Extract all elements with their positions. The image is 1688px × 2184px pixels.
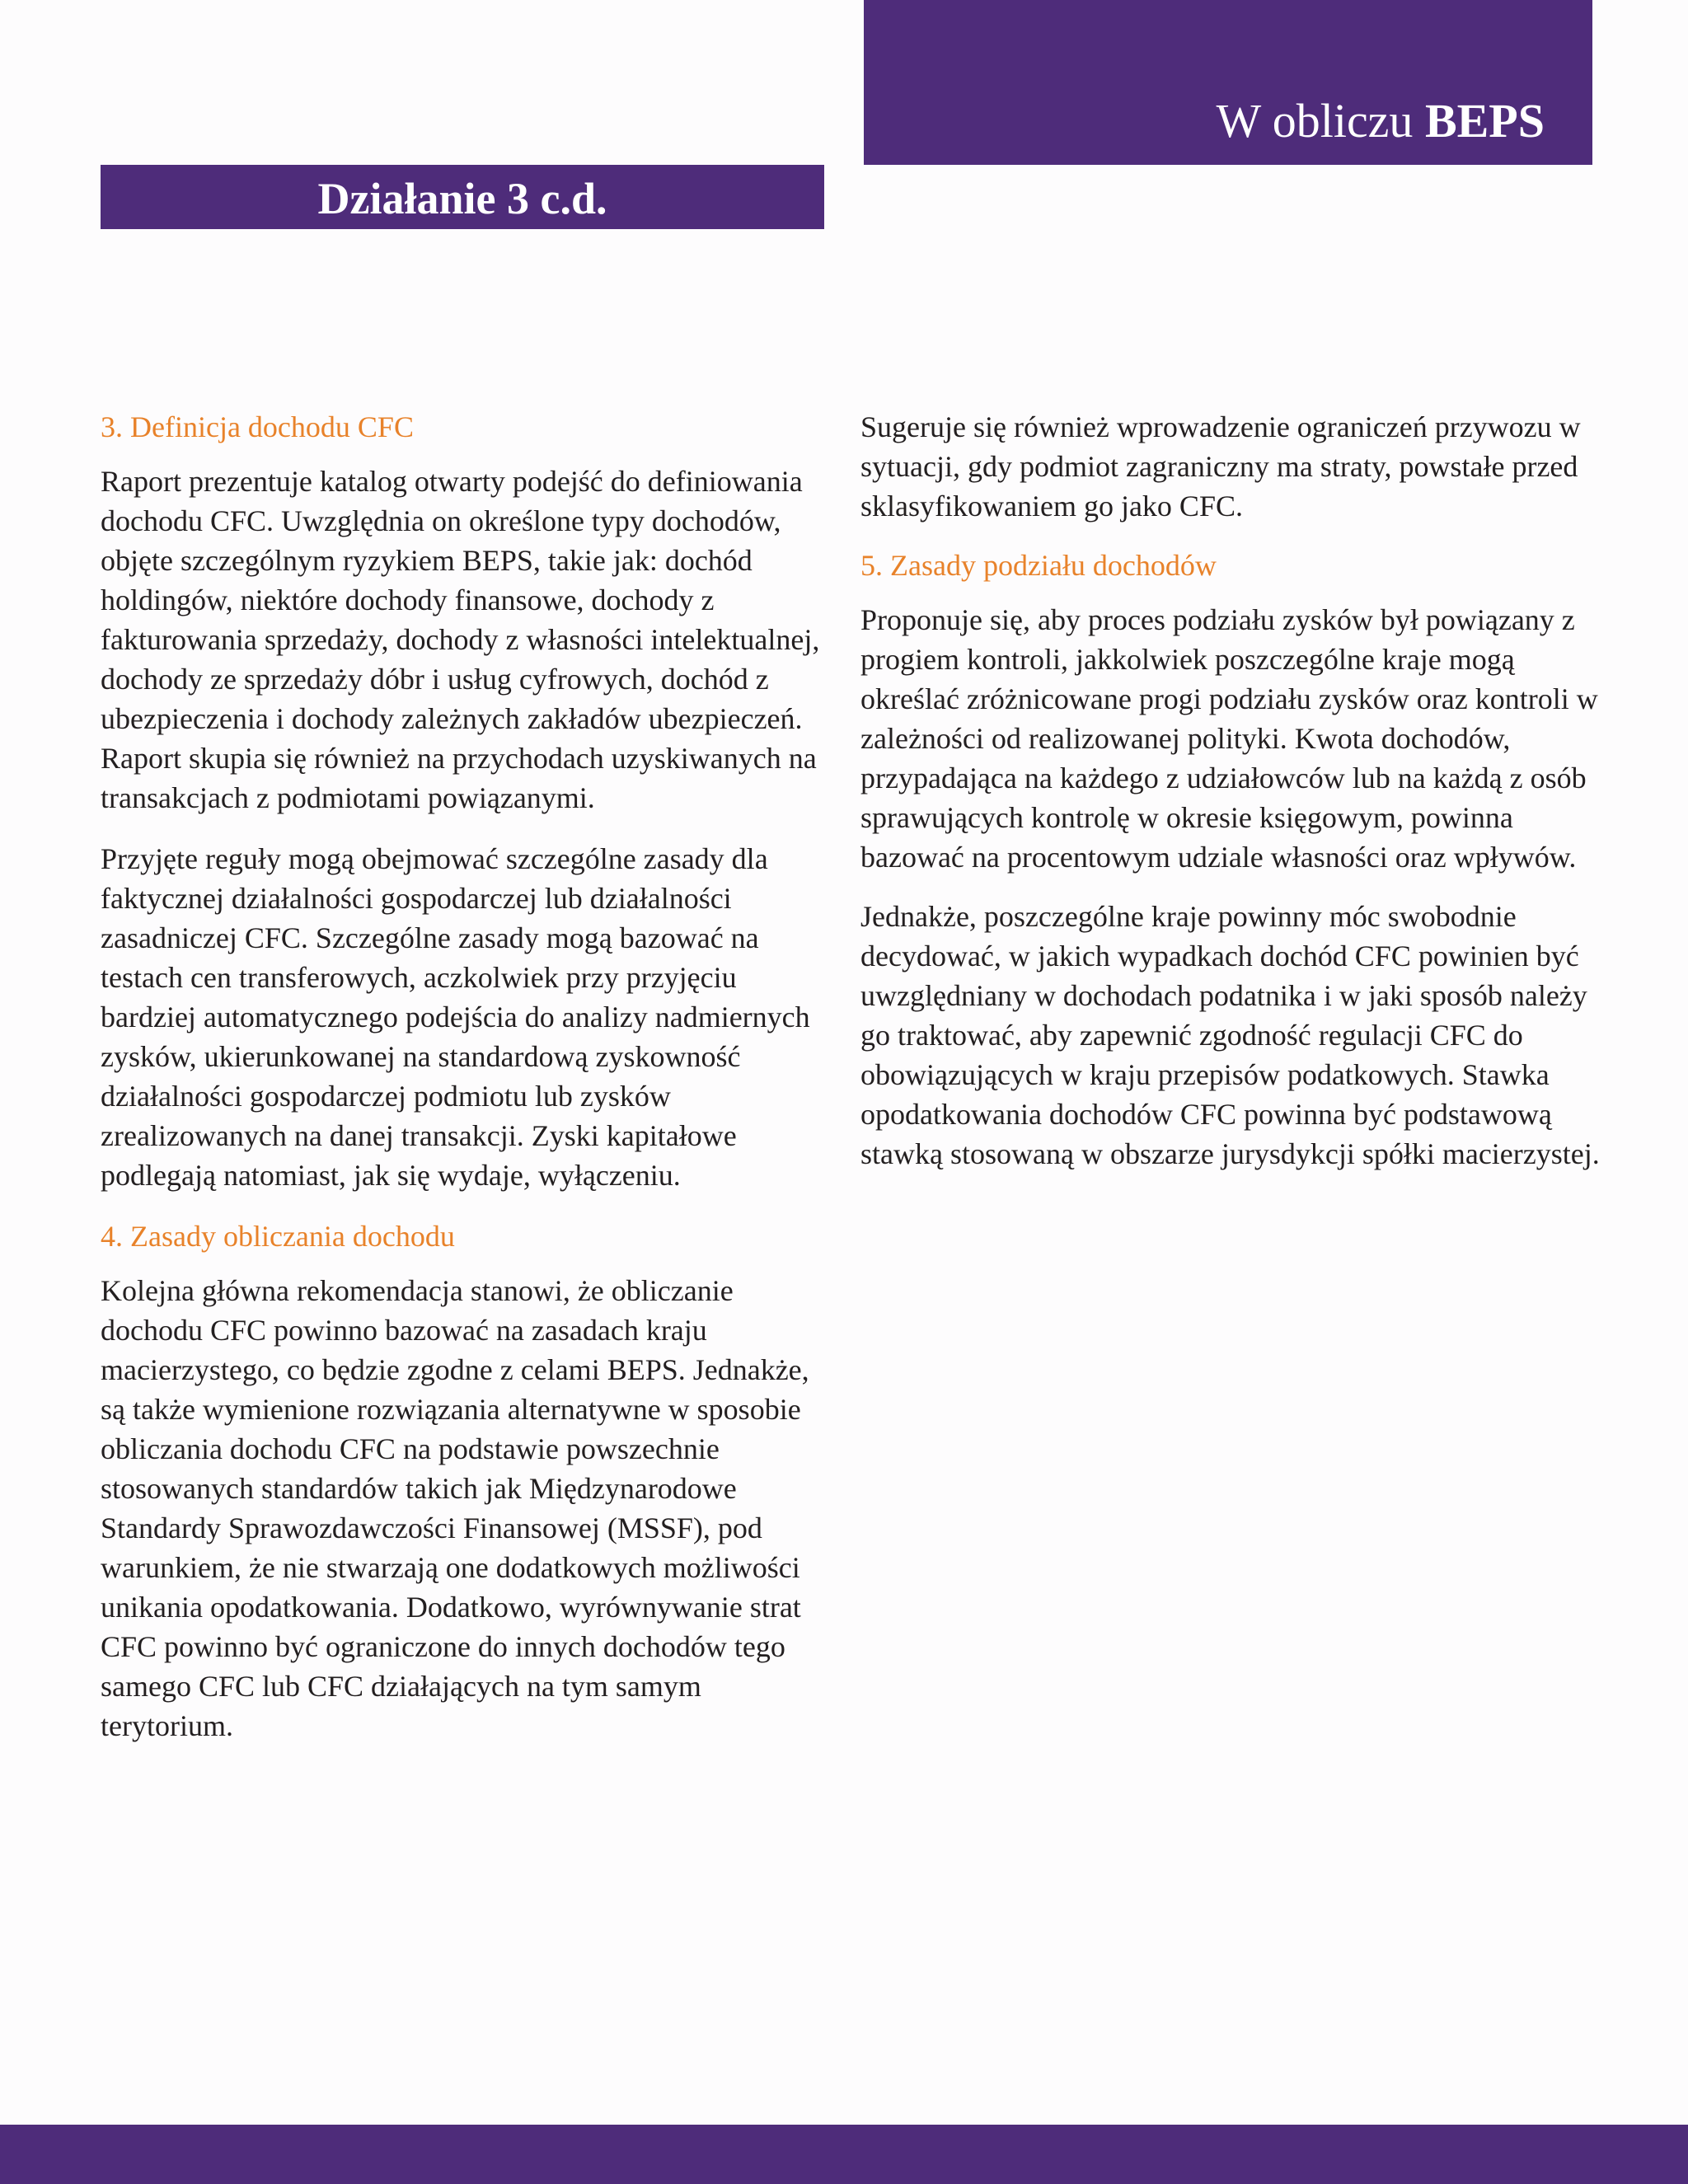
heading-income-calculation: 4. Zasady obliczania dochodu: [101, 1220, 455, 1253]
paragraph: Raport prezentuje katalog otwarty podejść do definiowania dochodu CFC. Uwzględnia on określone typy dochodów, objęte szczególnym ryzykiem BEPS, takie jak: dochód holdingów, niektóre dochody finansowe, dochody z fakturowania sprzedaży, dochody z własności intelektualnej, dochody ze sprzedaży dóbr i usług cyfrowych, dochód z ubezpieczenia i dochody zależnych zakładów ubezpieczeń. Raport skupia się również na przychodach uzyskiwanych na transakcjach z podmiotami powiązanymi.: [101, 465, 820, 814]
heading-cfc-income-definition: 3. Definicja dochodu CFC: [101, 410, 414, 443]
header-banner: [864, 0, 1592, 165]
footer-bar: [0, 2125, 1688, 2184]
paragraph: Przyjęte reguły mogą obejmować szczególne zasady dla faktycznej działalności gospodarczej lub działalności zasadniczej CFC. Szczególne zasady mogą bazować na testach cen transferowych, aczkolwiek przy przyjęciu bardziej automatycznego podejścia do analizy nadmiernych zysków, ukierunkowanej na standardową zyskowność działalności gospodarczej podmiotu lub zysków zrealizowanych na danej transakcji. Zyski kapitałowe podlegają natomiast, jak się wydaje, wyłączeniu.: [101, 842, 810, 1192]
paragraph: Sugeruje się również wprowadzenie ograniczeń przywozu w sytuacji, gdy podmiot zagraniczny ma straty, powstałe przed sklasyfikowaniem go jako CFC.: [860, 410, 1581, 523]
right-column: [860, 407, 1602, 1193]
section-banner: [101, 165, 824, 229]
heading-income-attribution: 5. Zasady podziału dochodów: [860, 549, 1217, 582]
paragraph: Kolejna główna rekomendacja stanowi, że obliczanie dochodu CFC powinno bazować na zasadach kraju macierzystego, co będzie zgodne z celami BEPS. Jednakże, są także wymienione rozwiązania alternatywne w sposobie obliczania dochodu CFC na podstawie powszechnie stosowanych standardów takich jak Międzynarodowe Standardy Sprawozdawczości Finansowej (MSSF), pod warunkiem, że nie stwarzają one dodatkowych możliwości unikania opodatkowania. Dodatkowo, wyrównywanie strat CFC powinno być ograniczone do innych dochodów tego samego CFC lub CFC działających na tym samym terytorium.: [101, 1274, 809, 1742]
paragraph: Jednakże, poszczególne kraje powinny móc swobodnie decydować, w jakich wypadkach dochód CFC powinien być uwzględniany w dochodach podatnika i w jaki sposób należy go traktować, aby zapewnić zgodność regulacji CFC do obowiązujących w kraju przepisów podatkowych. Stawka opodatkowania dochodów CFC powinna być podstawową stawką stosowaną w obszarze jurysdykcji spółki macierzystej.: [860, 900, 1600, 1170]
header-title-prefix: W obliczu: [1216, 94, 1425, 148]
header-title-bold: BEPS: [1424, 94, 1545, 148]
left-column: [101, 407, 826, 1767]
section-title: Działanie 3 c.d.: [317, 174, 607, 223]
header-title: [1216, 94, 1545, 148]
paragraph: Proponuje się, aby proces podziału zysków był powiązany z progiem kontroli, jakkolwiek poszczególne kraje mogą określać zróżnicowane progi podziału zysków oraz kontroli w zależności od realizowanej polityki. Kwota dochodów, przypadająca na każdego z udziałowców lub na każdą z osób sprawujących kontrolę w okresie księgowym, powinna bazować na procentowym udziale własności oraz wpływów.: [860, 603, 1598, 874]
